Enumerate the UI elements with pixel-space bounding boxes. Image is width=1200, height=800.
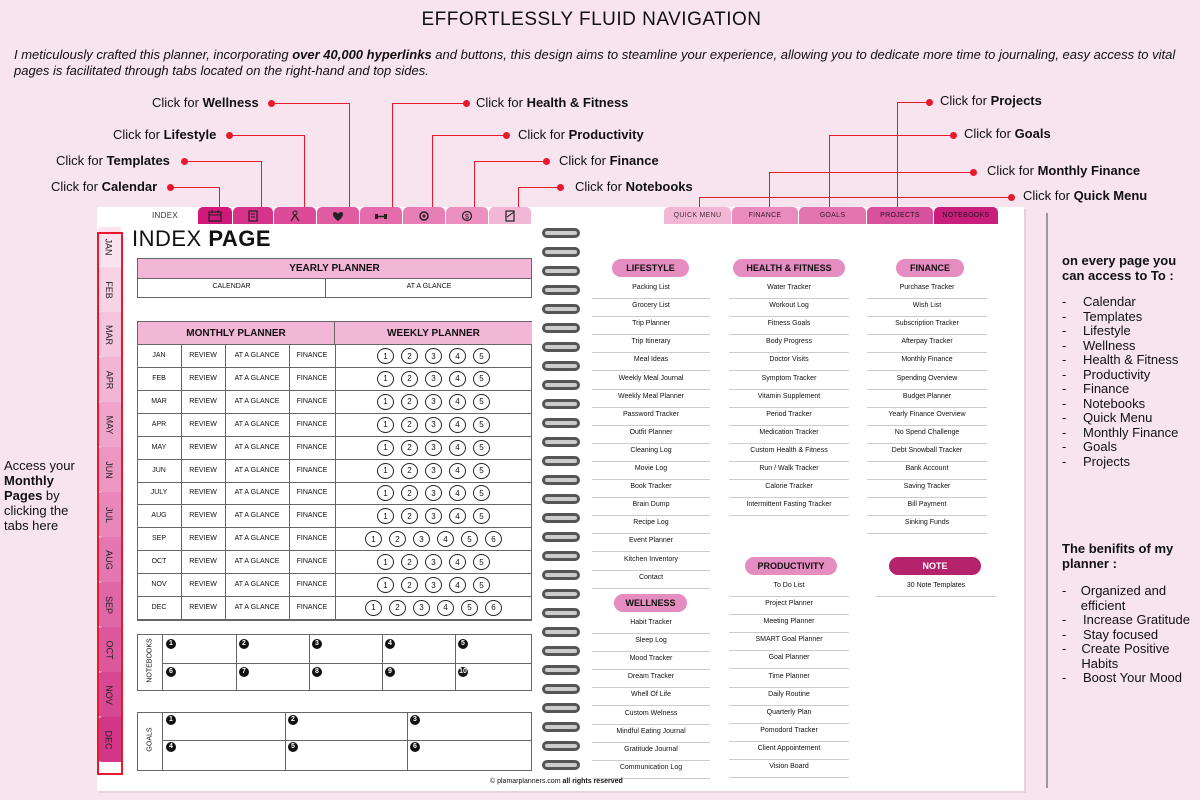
category-item[interactable]: Calorie Tracker [729, 480, 849, 498]
category-item[interactable]: Budget Planner [867, 390, 987, 408]
month-link[interactable]: NOV [151, 581, 167, 588]
week-button[interactable]: 2 [401, 463, 418, 479]
goal-slot[interactable]: 2 [288, 713, 298, 725]
finance-link[interactable]: FINANCE [296, 374, 328, 382]
category-item[interactable]: Purchase Tracker [867, 281, 987, 299]
category-item[interactable]: Weekly Meal Journal [592, 372, 710, 390]
month-tab-label: NOV [103, 684, 114, 705]
wellness-icon [331, 210, 345, 222]
tab-templates[interactable] [233, 207, 273, 224]
notebook-slot[interactable]: 2 [239, 637, 249, 649]
callout-quick-menu: Click for Quick Menu [1023, 188, 1148, 203]
category-item[interactable]: Gratitude Journal [592, 743, 710, 761]
finance-link[interactable]: FINANCE [296, 581, 328, 588]
category-item[interactable]: Custom Health & Fitness [729, 444, 849, 462]
notebook-slot[interactable]: 5 [458, 637, 468, 649]
week-button[interactable]: 1 [377, 348, 394, 364]
category-item[interactable]: Pomodord Tracker [729, 724, 849, 742]
yearly-glance-link[interactable]: AT A GLANCE [406, 283, 452, 290]
yearly-planner-box [137, 258, 532, 298]
category-item[interactable]: SMART Goal Planner [729, 633, 849, 651]
week-button[interactable]: 4 [449, 348, 466, 364]
week-button[interactable]: 3 [425, 485, 442, 501]
list-item: - Monthly Finance [1062, 424, 1179, 440]
week-button[interactable]: 1 [377, 463, 394, 479]
divider [1046, 213, 1048, 788]
week-button[interactable]: 4 [449, 371, 466, 387]
yearly-calendar-link[interactable]: CALENDAR [212, 283, 251, 290]
list-item: - Stay focused [1062, 626, 1159, 642]
finance-link[interactable]: FINANCE [296, 352, 328, 359]
category-item[interactable]: Subscription Tracker [867, 317, 987, 335]
category-item[interactable]: Habit Tracker [592, 616, 710, 634]
category-item[interactable]: Book Tracker [592, 480, 710, 498]
week-button[interactable]: 4 [437, 531, 454, 547]
notebook-slot[interactable]: 1 [166, 637, 176, 649]
week-button[interactable]: 3 [425, 440, 442, 456]
category-item[interactable]: Bank Account [867, 462, 987, 480]
glance-link[interactable]: AT A GLANCE [234, 535, 280, 543]
monthly-planner-header: MONTHLY PLANNER [138, 322, 335, 345]
category-item[interactable]: Mood Tracker [592, 652, 710, 670]
calendar-icon [208, 210, 222, 222]
category-item[interactable]: Debt Snowball Tracker [867, 444, 987, 462]
glance-link[interactable]: AT A GLANCE [234, 581, 280, 588]
category-item[interactable]: Daily Routine [729, 688, 849, 706]
callout-calendar: Click for Calendar [51, 179, 158, 194]
monthly-row [137, 597, 532, 620]
finance-link[interactable]: FINANCE [296, 397, 328, 405]
glance-link[interactable]: AT A GLANCE [234, 558, 280, 566]
index-page-title: INDEX PAGE [132, 226, 272, 251]
finance-link[interactable]: FINANCE [296, 443, 328, 451]
notebook-slot[interactable]: 8 [312, 665, 322, 677]
category-item[interactable]: Yearly Finance Overview [867, 408, 987, 426]
category-health-title[interactable]: HEALTH & FITNESS [733, 259, 845, 277]
review-link[interactable]: REVIEW [189, 397, 217, 405]
access-list [1062, 295, 1178, 469]
lifestyle-icon [288, 210, 302, 222]
category-item[interactable]: Client Appointement [729, 742, 849, 760]
week-button[interactable]: 3 [425, 508, 442, 524]
category-item[interactable]: Afterpay Tracker [867, 335, 987, 353]
callout-notebooks: Click for Notebooks [575, 179, 693, 194]
goals-box [137, 712, 532, 771]
category-item[interactable]: Sinking Funds [867, 516, 987, 534]
review-link[interactable]: REVIEW [189, 535, 217, 543]
category-item[interactable]: 30 Note Templates [876, 579, 996, 597]
month-link[interactable]: OCT [151, 558, 167, 566]
category-item[interactable]: Goal Planner [729, 651, 849, 669]
week-button[interactable]: 5 [473, 463, 490, 479]
category-item[interactable]: Body Progress [729, 335, 849, 353]
week-button[interactable]: 5 [461, 531, 478, 547]
notebook-slot[interactable]: 10 [459, 668, 467, 675]
category-item[interactable]: Doctor Visits [729, 353, 849, 371]
category-item[interactable]: Saving Tracker [867, 480, 987, 498]
month-link[interactable]: MAR [151, 397, 167, 405]
week-button[interactable]: 5 [473, 371, 490, 387]
month-tab-label: JUN [104, 460, 114, 479]
week-button[interactable]: 3 [425, 463, 442, 479]
glance-link[interactable]: AT A GLANCE [234, 352, 280, 359]
week-button[interactable]: 3 [425, 394, 442, 410]
category-item[interactable]: Intermittent Fasting Tracker [729, 498, 849, 516]
glance-link[interactable]: AT A GLANCE [234, 397, 280, 405]
week-button[interactable]: 1 [377, 440, 394, 456]
monthly-row [137, 460, 532, 483]
month-tab-label: MAR [104, 324, 114, 345]
week-button[interactable]: 2 [401, 394, 418, 410]
week-button[interactable]: 2 [401, 440, 418, 456]
monthly-row [137, 368, 532, 391]
month-link[interactable]: JAN [152, 352, 166, 359]
monthly-row [137, 345, 532, 368]
week-button[interactable]: 2 [401, 485, 418, 501]
category-item[interactable]: Vision Board [729, 760, 849, 778]
finance-link[interactable]: FINANCE [296, 489, 328, 497]
review-link[interactable]: REVIEW [189, 603, 217, 611]
callout-productivity: Click for Productivity [518, 127, 644, 142]
benefits-list [1062, 584, 1200, 686]
week-button[interactable]: 4 [449, 463, 466, 479]
monthly-row [137, 437, 532, 460]
finance-link[interactable]: FINANCE [296, 558, 328, 566]
week-button[interactable]: 1 [377, 485, 394, 501]
glance-link[interactable]: AT A GLANCE [234, 489, 280, 497]
category-item[interactable]: Medication Tracker [729, 426, 849, 444]
category-item[interactable]: Recipe Log [592, 516, 710, 534]
week-button[interactable]: 2 [401, 417, 418, 433]
category-item[interactable]: Vitamin Supplement [729, 390, 849, 408]
week-button[interactable]: 4 [449, 577, 466, 593]
week-button[interactable]: 5 [473, 394, 490, 410]
category-item[interactable]: Contact [592, 571, 710, 589]
goal-slot[interactable]: 3 [410, 713, 420, 725]
category-item[interactable]: Project Planner [729, 597, 849, 615]
left-caption: Access your Monthly Pages by clicking the tabs here [4, 458, 75, 533]
finance-icon [460, 210, 474, 222]
tab-goals[interactable]: GOALS [799, 207, 866, 224]
category-item[interactable]: Dream Tracker [592, 670, 710, 688]
week-button[interactable]: 1 [377, 417, 394, 433]
monthly-row [137, 505, 532, 528]
month-link[interactable]: MAY [151, 443, 167, 451]
glance-link[interactable]: AT A GLANCE [234, 466, 280, 474]
week-button[interactable]: 4 [449, 508, 466, 524]
category-item[interactable]: Monthly Finance [867, 353, 987, 371]
notebook-slot[interactable]: 7 [239, 665, 249, 677]
week-button[interactable]: 4 [449, 394, 466, 410]
category-item[interactable]: Meal Ideas [592, 353, 710, 371]
week-button[interactable]: 4 [449, 417, 466, 433]
tab-finance[interactable] [446, 207, 488, 224]
category-item[interactable]: Communication Log [592, 761, 710, 779]
list-item: - Lifestyle [1062, 323, 1131, 338]
month-link[interactable]: AUG [151, 512, 167, 520]
goals-label: GOALS [146, 727, 154, 752]
finance-link[interactable]: FINANCE [296, 603, 328, 611]
month-tab-label: OCT [104, 640, 114, 659]
list-item: - Projects [1062, 453, 1130, 469]
category-item[interactable]: Cleaning Log [592, 444, 710, 462]
callout-monthly-finance: Click for Monthly Finance [987, 163, 1141, 178]
notebooks-box [137, 634, 532, 691]
notebooks-label: NOTEBOOKS [146, 638, 154, 683]
category-finance-title[interactable]: FINANCE [896, 259, 964, 277]
week-button[interactable]: 3 [425, 577, 442, 593]
tab-notebooks-right[interactable]: NOTEBOOKS [934, 207, 998, 224]
month-link[interactable]: DEC [151, 603, 167, 611]
week-button[interactable]: 3 [425, 371, 442, 387]
tab-wellness[interactable] [317, 207, 359, 224]
goal-slot[interactable]: 1 [166, 713, 176, 725]
tab-index[interactable]: INDEX [133, 207, 197, 224]
monthly-row [137, 551, 532, 574]
category-note-title[interactable]: NOTE [889, 557, 981, 575]
category-item[interactable]: Trip Itinerary [592, 335, 710, 353]
category-item[interactable]: Time Planner [729, 670, 849, 688]
finance-link[interactable]: FINANCE [296, 420, 328, 428]
tab-monthly-finance[interactable]: FINANCE [732, 207, 798, 224]
week-button[interactable]: 5 [473, 440, 490, 456]
tab-lifestyle[interactable] [274, 207, 316, 224]
month-tab-label: SEP [103, 595, 114, 614]
category-item[interactable]: Weekly Meal Planner [592, 390, 710, 408]
week-button[interactable]: 3 [413, 531, 430, 547]
category-item[interactable]: Outfit Planner [592, 426, 710, 444]
tab-projects[interactable]: PROJECTS [867, 207, 933, 224]
week-button[interactable]: 3 [425, 348, 442, 364]
week-button[interactable]: 5 [473, 554, 490, 570]
finance-link[interactable]: FINANCE [296, 512, 328, 520]
monthly-row [137, 391, 532, 414]
callout-projects: Click for Projects [940, 93, 1042, 108]
week-button[interactable]: 2 [389, 531, 406, 547]
category-item[interactable]: Workout Log [729, 299, 849, 317]
month-tab-label: JUL [103, 506, 114, 523]
week-button[interactable]: 3 [413, 600, 430, 616]
week-button[interactable]: 3 [425, 417, 442, 433]
month-tab-label: DEC [103, 729, 114, 750]
list-item: - Calendar [1062, 294, 1136, 309]
month-link[interactable]: APR [151, 420, 167, 428]
review-link[interactable]: REVIEW [189, 420, 217, 428]
list-item: - Notebooks [1062, 395, 1146, 411]
svg-text:$: $ [465, 213, 470, 221]
month-link[interactable]: SEP [151, 535, 166, 543]
category-item[interactable]: Movie Log [592, 462, 710, 480]
goal-slot[interactable]: 4 [166, 740, 176, 752]
list-item: - Goals [1062, 439, 1117, 454]
week-button[interactable]: 2 [401, 508, 418, 524]
category-item[interactable]: Mindful Eating Journal [592, 725, 710, 743]
category-item[interactable]: Symptom Tracker [729, 372, 849, 390]
weekly-planner-header: WEEKLY PLANNER [335, 322, 532, 345]
callout-goals: Click for Goals [964, 126, 1051, 141]
list-item: - Health & Fitness [1062, 352, 1179, 367]
week-button[interactable]: 1 [377, 554, 394, 570]
category-item[interactable]: Fitness Goals [729, 317, 849, 335]
top-tabs-right [664, 207, 999, 224]
week-button[interactable]: 1 [377, 577, 394, 593]
week-button[interactable]: 5 [473, 417, 490, 433]
glance-link[interactable]: AT A GLANCE [234, 603, 280, 611]
benefits-heading: The benifits of my planner : [1062, 541, 1174, 571]
category-item[interactable]: Period Tracker [729, 408, 849, 426]
category-item[interactable]: Water Tracker [729, 281, 849, 299]
glance-link[interactable]: AT A GLANCE [234, 512, 280, 520]
review-link[interactable]: REVIEW [189, 374, 217, 382]
category-wellness-title[interactable]: WELLNESS [614, 594, 687, 612]
week-button[interactable]: 1 [377, 508, 394, 524]
tab-calendar[interactable] [198, 207, 232, 224]
category-item[interactable]: Wish List [867, 299, 987, 317]
week-button[interactable]: 3 [425, 554, 442, 570]
glance-link[interactable]: AT A GLANCE [234, 420, 280, 428]
week-button[interactable]: 2 [401, 554, 418, 570]
callout-finance: Click for Finance [559, 153, 659, 168]
category-item[interactable]: Whell Of Life [592, 688, 710, 706]
productivity-icon [417, 210, 431, 222]
review-link[interactable]: REVIEW [189, 558, 217, 566]
category-item[interactable]: Custom Welness [592, 707, 710, 725]
category-item[interactable]: Grocery List [592, 299, 710, 317]
page-title: EFFORTLESSLY FLUID NAVIGATION [421, 9, 762, 30]
category-item[interactable]: Run / Walk Tracker [729, 462, 849, 480]
week-button[interactable]: 1 [365, 531, 382, 547]
tab-health-fitness[interactable] [360, 207, 402, 224]
review-link[interactable]: REVIEW [189, 352, 217, 359]
notebook-icon [503, 210, 517, 222]
top-tabs-left [133, 207, 532, 224]
list-item: - Wellness [1062, 337, 1136, 353]
week-button[interactable]: 6 [485, 531, 502, 547]
goal-slot[interactable]: 6 [410, 740, 420, 752]
tab-productivity[interactable] [403, 207, 445, 224]
review-link[interactable]: REVIEW [189, 466, 217, 474]
week-button[interactable]: 5 [461, 600, 478, 616]
callout-templates: Click for Templates [56, 153, 170, 168]
list-item: - Create Positive Habits [1062, 641, 1170, 671]
notebook-slot[interactable]: 6 [166, 665, 176, 677]
notebook-slot[interactable]: 3 [312, 637, 322, 649]
access-heading: on every page you can access to To : [1062, 253, 1177, 283]
category-item[interactable]: Password Tracker [592, 408, 710, 426]
category-item[interactable]: Spending Overview [867, 372, 987, 390]
month-link[interactable]: FEB [152, 374, 166, 382]
spiral-binding [542, 228, 580, 778]
yearly-planner-header: YEARLY PLANNER [138, 259, 531, 279]
tab-notebooks[interactable] [489, 207, 531, 224]
monthly-row [137, 528, 532, 551]
finance-link[interactable]: FINANCE [296, 466, 328, 474]
month-tab-label: FEB [103, 280, 114, 299]
callout-lifestyle: Click for Lifestyle [113, 127, 217, 142]
week-button[interactable]: 5 [473, 485, 490, 501]
week-button[interactable]: 4 [449, 554, 466, 570]
month-tab-label: JAN [103, 238, 114, 256]
month-tab-label: APR [103, 370, 114, 389]
finance-link[interactable]: FINANCE [296, 535, 328, 543]
month-tab-label: AUG [103, 549, 114, 570]
category-item[interactable]: Quarterly Plan [729, 706, 849, 724]
list-item: - Finance [1062, 381, 1130, 396]
week-button[interactable]: 4 [449, 440, 466, 456]
copyright: © plamarplanners.com all rights reserved [490, 778, 623, 785]
notebook-slot[interactable]: 9 [385, 665, 395, 677]
week-button[interactable]: 2 [401, 371, 418, 387]
review-link[interactable]: REVIEW [189, 512, 217, 520]
review-link[interactable]: REVIEW [189, 489, 217, 497]
week-button[interactable]: 2 [401, 348, 418, 364]
category-productivity-title[interactable]: PRODUCTIVITY [745, 557, 837, 575]
category-item[interactable]: Meeting Planner [729, 615, 849, 633]
goal-slot[interactable]: 5 [288, 740, 298, 752]
fitness-icon [374, 210, 388, 222]
list-item: - Quick Menu [1062, 410, 1153, 425]
month-link[interactable]: JUN [152, 466, 166, 474]
week-button[interactable]: 6 [485, 600, 502, 616]
month-tab-label: MAY [104, 415, 114, 434]
category-item[interactable]: Packing List [592, 281, 710, 299]
tab-quick-menu[interactable]: QUICK MENU [664, 207, 731, 224]
month-link[interactable]: JULY [150, 489, 168, 497]
category-item[interactable]: Event Planner [592, 534, 710, 552]
category-item[interactable]: Kitchen Inventory [592, 553, 710, 571]
notebook-slot[interactable]: 4 [385, 637, 395, 649]
glance-link[interactable]: AT A GLANCE [234, 374, 280, 382]
category-item[interactable]: Bill Payment [867, 498, 987, 516]
list-item: - Organized and efficient [1062, 583, 1167, 613]
category-lifestyle-title[interactable]: LIFESTYLE [612, 259, 689, 277]
monthly-row [137, 482, 532, 505]
list-item: - Boost Your Mood [1062, 670, 1183, 685]
category-item[interactable]: Sleep Log [592, 634, 710, 652]
week-button[interactable]: 2 [401, 577, 418, 593]
review-link[interactable]: REVIEW [189, 581, 217, 588]
month-tabs-highlight [97, 232, 123, 775]
list-item: - Productivity [1062, 366, 1151, 382]
category-item[interactable]: Brain Dump [592, 498, 710, 516]
monthly-row [137, 414, 532, 437]
week-button[interactable]: 1 [365, 600, 382, 616]
templates-icon [246, 210, 260, 222]
week-button[interactable]: 4 [437, 600, 454, 616]
category-item[interactable]: No Spend Challenge [867, 426, 987, 444]
category-item[interactable]: Trip Planner [592, 317, 710, 335]
category-item[interactable]: To Do List [729, 579, 849, 597]
week-button[interactable]: 1 [377, 394, 394, 410]
week-button[interactable]: 5 [473, 348, 490, 364]
week-button[interactable]: 2 [389, 600, 406, 616]
review-link[interactable]: REVIEW [189, 443, 217, 451]
week-button[interactable]: 5 [473, 577, 490, 593]
week-button[interactable]: 5 [473, 508, 490, 524]
list-item: - Increase Gratitude [1062, 612, 1190, 627]
intro-text: I meticulously crafted this planner, incorporating over 40,000 hyperlinks and buttons, this design aims to steamline your experience, allowing you to dedicate more time to journaling, easy access to vital pages is facilitated through tabs located on the right-hand and top sides. [14, 47, 1176, 78]
glance-link[interactable]: AT A GLANCE [234, 443, 280, 451]
week-button[interactable]: 4 [449, 485, 466, 501]
week-button[interactable]: 1 [377, 371, 394, 387]
callout-health: Click for Health & Fitness [476, 95, 629, 110]
callout-wellness: Click for Wellness [152, 95, 259, 110]
list-item: - Templates [1062, 308, 1143, 324]
monthly-row [137, 574, 532, 597]
